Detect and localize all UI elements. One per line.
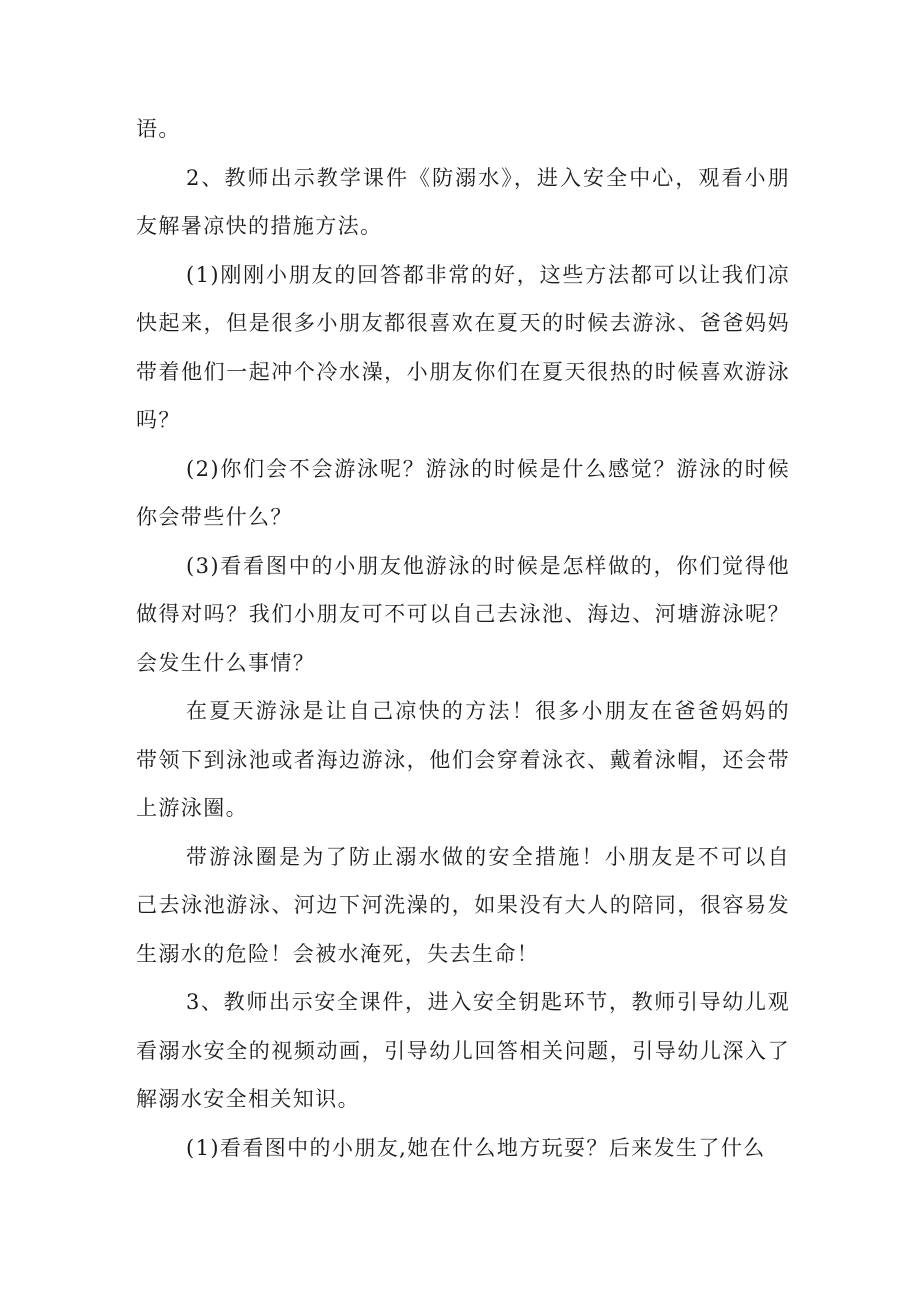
paragraph-2: 2、教师出示教学课件《防溺水》，进入安全中心，观看小朋友解暑凉快的措施方法。 — [136, 165, 790, 238]
paragraph-9: (1)看看图中的小朋友,她在什么地方玩耍？后来发生了什么 — [186, 1135, 766, 1160]
document-body — [136, 105, 790, 1172]
paragraph-5: (3)看看图中的小朋友他游泳的时候是怎样做的，你们觉得他做得对吗？我们小朋友可不可以自己去泳池、海边、河塘游泳呢？会发生什么事情？ — [136, 553, 790, 675]
paragraph-7: 带游泳圈是为了防止溺水做的安全措施！小朋友是不可以自己去泳池游泳、河边下河洗澡的，如果没有大人的陪同，很容易发生溺水的危险！会被水淹死，失去生命！ — [136, 844, 790, 966]
paragraph-6: 在夏天游泳是让自己凉快的方法！很多小朋友在爸爸妈妈的带领下到泳池或者海边游泳，他们会穿着泳衣、戴着泳帽，还会带上游泳圈。 — [136, 699, 790, 820]
paragraph-8: 3、教师出示安全课件，进入安全钥匙环节，教师引导幼儿观看溺水安全的视频动画，引导幼儿回答相关问题，引导幼儿深入了解溺水安全相关知识。 — [136, 990, 790, 1111]
paragraph-4: (2)你们会不会游泳呢？游泳的时候是什么感觉？游泳的时候你会带些什么？ — [136, 456, 790, 529]
paragraph-3: (1)刚刚小朋友的回答都非常的好，这些方法都可以让我们凉快起来，但是很多小朋友都很喜欢在夏天的时候去游泳、爸爸妈妈带着他们一起冲个冷水澡，小朋友你们在夏天很热的时候喜欢游泳吗？ — [136, 262, 790, 432]
paragraph-1: 语。 — [136, 117, 181, 141]
